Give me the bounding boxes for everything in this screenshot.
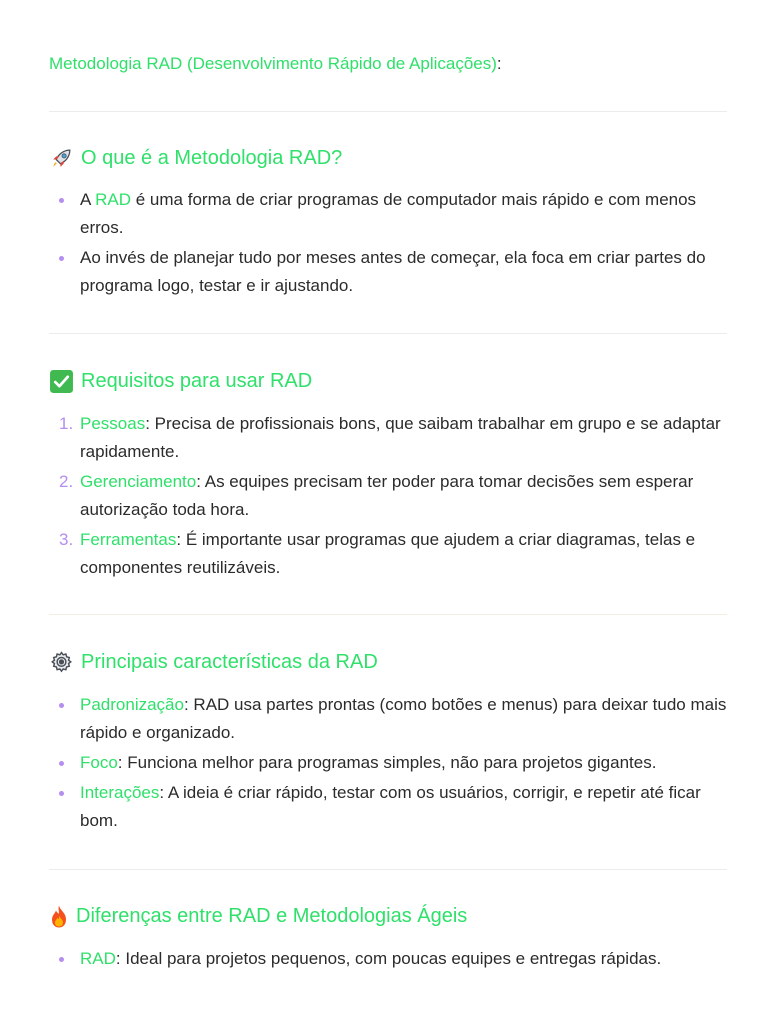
list-item — [57, 468, 727, 524]
item-text: : RAD usa partes prontas (como botões e menus) para deixar tudo mais rápido e organizado. — [80, 695, 727, 742]
divider — [49, 869, 727, 870]
item-text: : A ideia é criar rápido, testar com os usuários, corrigir, e repetir até ficar bom. — [80, 783, 701, 830]
list-item — [57, 945, 727, 973]
item-term: Foco — [80, 753, 118, 772]
list-item — [57, 749, 727, 777]
item-text: : É importante usar programas que ajudem a criar diagramas, telas e componentes reutilizáveis. — [80, 530, 696, 577]
item-text: : Funciona melhor para programas simples, não para projetos gigantes. — [117, 753, 657, 772]
list-item — [57, 244, 727, 300]
section-heading-text: O que é a Metodologia RAD? — [81, 147, 343, 169]
item-number: 3. — [59, 530, 74, 549]
list-item — [57, 691, 727, 747]
intro-line — [49, 52, 502, 76]
intro-colon: : — [496, 54, 502, 73]
item-number: 2. — [59, 472, 74, 491]
numbered-list-requirements — [57, 410, 727, 584]
section-heading-requirements — [49, 367, 312, 395]
bullet-list-characteristics — [57, 691, 727, 837]
item-term: Interações — [80, 783, 160, 802]
list-item — [57, 779, 727, 835]
item-term: Ferramentas — [80, 530, 177, 549]
item-text: : As equipes precisam ter poder para tomar decisões sem esperar autorização toda hora. — [80, 472, 694, 519]
check-box-icon — [49, 369, 74, 394]
item-number: 1. — [59, 414, 74, 433]
section-heading-text: Requisitos para usar RAD — [81, 370, 313, 392]
divider — [49, 614, 727, 615]
fire-icon — [49, 904, 69, 929]
item-term: Padronização — [80, 695, 184, 714]
section-heading-text: Diferenças entre RAD e Metodologias Ágeis — [76, 905, 468, 927]
section-heading-text: Principais características da RAD — [81, 651, 378, 673]
item-term: RAD — [80, 949, 116, 968]
item-term: Pessoas — [80, 414, 146, 433]
gear-icon — [49, 650, 74, 675]
item-text: é uma forma de criar programas de computador mais rápido e com menos erros. — [80, 190, 697, 237]
section-heading-characteristics — [49, 648, 378, 676]
bullet-list-differences — [57, 945, 727, 975]
rocket-icon — [49, 146, 74, 171]
divider — [49, 111, 727, 112]
intro-title: Metodologia RAD (Desenvolvimento Rápido de Aplicações) — [49, 54, 497, 73]
list-item — [57, 410, 727, 466]
divider — [49, 333, 727, 334]
list-item — [57, 526, 727, 582]
item-term: Gerenciamento — [80, 472, 197, 491]
section-heading-differences — [49, 902, 467, 930]
item-text: : Precisa de profissionais bons, que saibam trabalhar em grupo e se adaptar rapidamente. — [80, 414, 721, 461]
item-text: Ao invés de planejar tudo por meses antes de começar, ela foca em criar partes do programa logo, testar e ir ajustando. — [80, 248, 706, 295]
bullet-list-what-is-rad — [57, 186, 727, 302]
item-term: RAD — [95, 190, 132, 209]
list-item — [57, 186, 727, 242]
item-prefix: A — [80, 190, 96, 209]
section-heading-what-is-rad — [49, 144, 342, 172]
item-text: : Ideal para projetos pequenos, com poucas equipes e entregas rápidas. — [115, 949, 662, 968]
